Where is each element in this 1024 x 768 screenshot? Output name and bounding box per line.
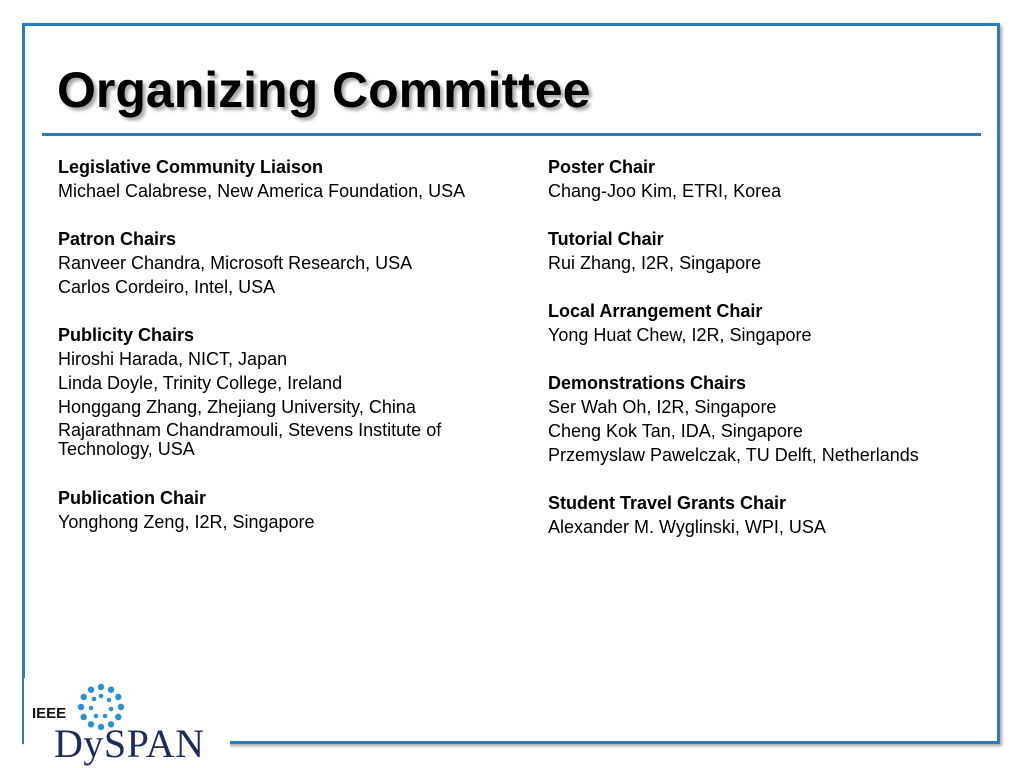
- committee-member: Michael Calabrese, New America Foundation, USA: [58, 181, 466, 201]
- committee-section: [58, 227, 528, 299]
- committee-section: [548, 299, 1018, 347]
- section-heading: Student Travel Grants Chair: [548, 493, 787, 513]
- footer-divider: [228, 741, 1000, 744]
- logo-name-text: DySPAN: [54, 721, 205, 766]
- committee-member: Yonghong Zeng, I2R, Singapore: [58, 512, 315, 532]
- committee-section: [548, 155, 1018, 203]
- committee-member: Ser Wah Oh, I2R, Singapore: [548, 397, 777, 417]
- section-heading: Publication Chair: [58, 488, 207, 508]
- title-divider: [42, 133, 981, 136]
- section-heading: Publicity Chairs: [58, 325, 195, 345]
- committee-section: [58, 155, 528, 203]
- committee-member: Chang-Joo Kim, ETRI, Korea: [548, 181, 782, 201]
- left-column: [58, 155, 528, 534]
- committee-section: [58, 486, 528, 534]
- committee-member: Alexander M. Wyglinski, WPI, USA: [548, 517, 826, 537]
- section-heading: Patron Chairs: [58, 229, 177, 249]
- committee-section: [548, 371, 1018, 467]
- section-heading: Local Arrangement Chair: [548, 301, 763, 321]
- committee-section: [548, 227, 1018, 275]
- right-column: [548, 155, 1018, 539]
- logo-org-text: IEEE: [32, 705, 67, 722]
- committee-section: [58, 323, 528, 462]
- committee-member: Ranveer Chandra, Microsoft Research, USA: [58, 253, 413, 273]
- slide-title: Organizing Committee: [57, 62, 591, 118]
- section-heading: Legislative Community Liaison: [58, 157, 324, 177]
- committee-section: [548, 491, 1018, 539]
- section-heading: Tutorial Chair: [548, 229, 664, 249]
- section-heading: Demonstrations Chairs: [548, 373, 747, 393]
- committee-member: Rui Zhang, I2R, Singapore: [548, 253, 762, 273]
- committee-member: Rajarathnam Chandramouli, Stevens Institute of Technology, USA: [58, 420, 442, 459]
- committee-member: Cheng Kok Tan, IDA, Singapore: [548, 421, 803, 441]
- committee-member: Yong Huat Chew, I2R, Singapore: [548, 325, 812, 345]
- committee-member: Linda Doyle, Trinity College, Ireland: [58, 373, 343, 393]
- committee-member: Honggang Zhang, Zhejiang University, China: [58, 397, 416, 417]
- committee-member: Carlos Cordeiro, Intel, USA: [58, 277, 276, 297]
- committee-member: Przemyslaw Pawelczak, TU Delft, Netherlands: [548, 445, 919, 465]
- section-heading: Poster Chair: [548, 157, 656, 177]
- committee-member: Hiroshi Harada, NICT, Japan: [58, 349, 288, 369]
- dyspan-logo: [24, 678, 230, 768]
